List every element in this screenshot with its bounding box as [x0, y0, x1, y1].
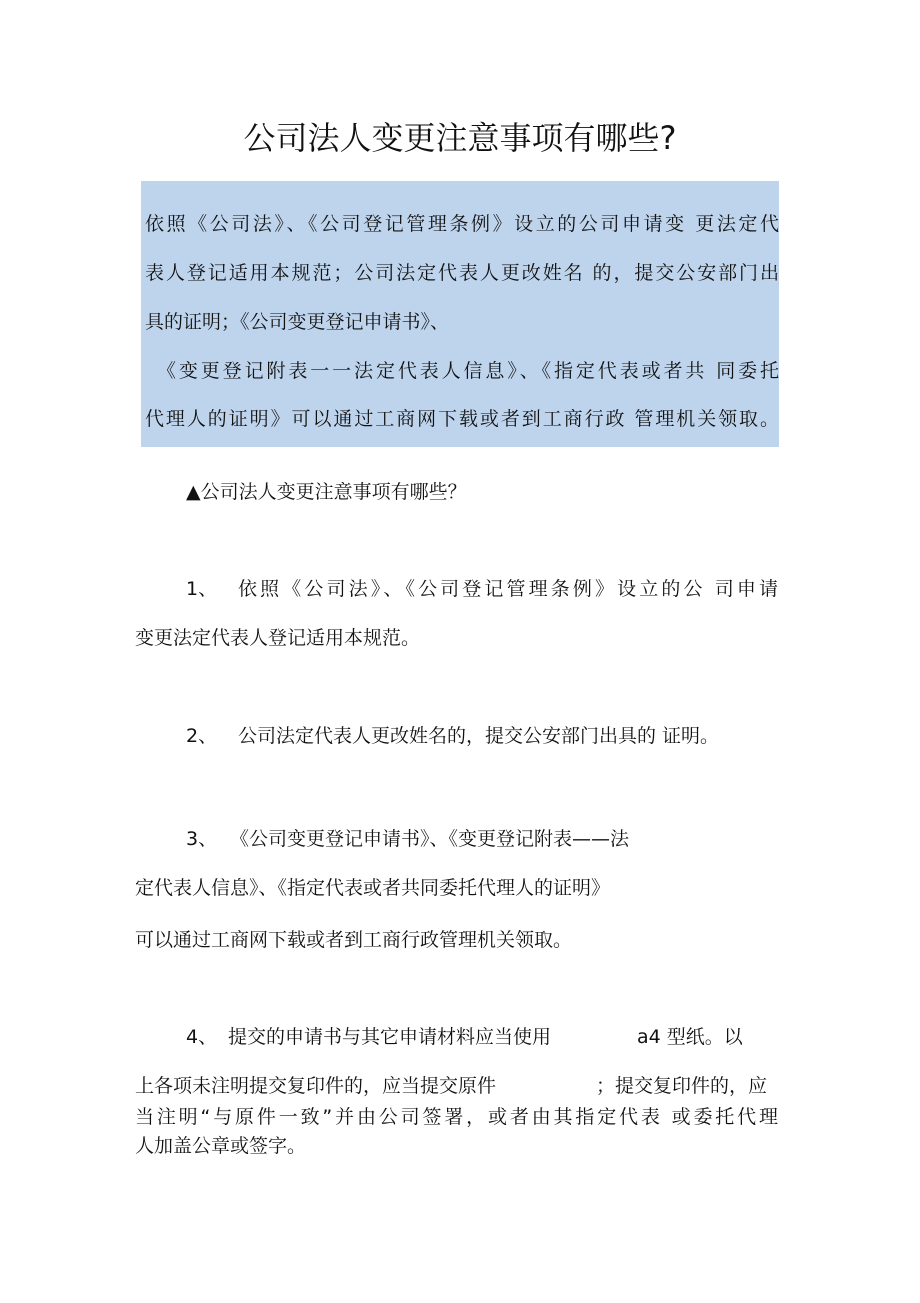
item-line: 当注明“与原件一致”并由公司签署，或者由其指定代表 或委托代理: [135, 1106, 778, 1128]
item-number: 1、: [186, 578, 218, 600]
subheading: ▲公司法人变更注意事项有哪些？: [186, 481, 467, 503]
page-title: 公司法人变更注意事项有哪些?: [243, 119, 677, 157]
item-line: 提交的申请书与其它申请材料应当使用: [228, 1026, 552, 1048]
item-line: 变更法定代表人登记适用本规范。: [135, 627, 421, 649]
item-line: 依照《公司法》、《公司登记管理条例》设立的公 司申请: [238, 578, 778, 600]
summary-line: 《变更登记附表一一法定代表人信息》、《指定代表或者共 同委托: [157, 360, 779, 382]
item-line: 可以通过工商网下载或者到工商行政管理机关领取。: [135, 929, 573, 951]
summary-line: 具的证明；《公司变更登记申请书》、: [145, 311, 450, 333]
item-line: ；提交复印件的，应: [596, 1075, 768, 1097]
item-number: 3、: [186, 828, 218, 850]
item-line: 人加盖公章或签字。: [135, 1135, 307, 1157]
summary-line: 代理人的证明》可以通过工商网下载或者到工商行政 管理机关领取。: [145, 408, 779, 430]
summary-line: 表人登记适用本规范；公司法定代表人更改姓名 的，提交公安部门出: [145, 262, 779, 284]
item-line: 公司法定代表人更改姓名的，提交公安部门出具的 证明。: [238, 725, 720, 747]
item-line: a4 型纸。以: [637, 1026, 743, 1048]
item-line: 定代表人信息》、《指定代表或者共同委托代理人的证明》: [135, 877, 611, 899]
summary-line: 依照《公司法》、《公司登记管理条例》设立的公司申请变 更法定代: [145, 213, 779, 235]
item-number: 2、: [186, 725, 218, 747]
item-line: 上各项未注明提交复印件的，应当提交原件: [135, 1075, 497, 1097]
item-line: 《公司变更登记申请书》、《变更登记附表——法: [230, 828, 630, 850]
item-number: 4、: [186, 1026, 218, 1048]
